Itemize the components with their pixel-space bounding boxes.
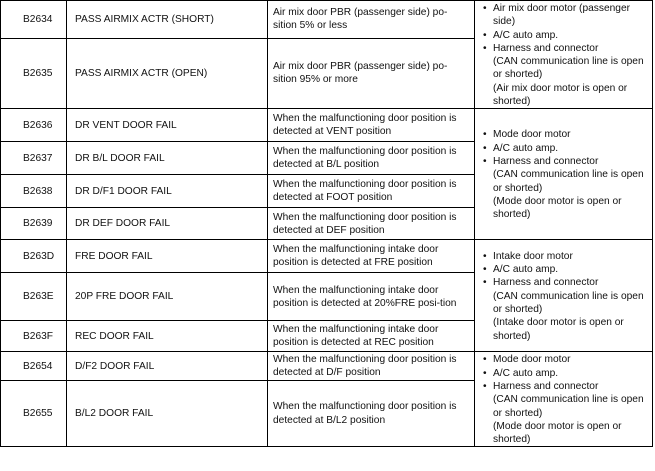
cause-detail: (CAN communication line is open or shorted) — [493, 169, 644, 194]
detection-condition: When the malfunctioning door position is detected at B/L position — [268, 142, 475, 175]
cause-detail: (Mode door motor is open or shorted) — [493, 195, 622, 221]
possible-cause — [475, 109, 653, 240]
cause-item: A/C auto amp. — [493, 142, 559, 154]
detection-condition: When the malfunctioning door position is detected at DEF position — [268, 208, 475, 240]
detection-condition: Air mix door PBR (passenger side) po-sition 5% or less — [268, 1, 475, 39]
bullet-icon: • — [483, 367, 487, 379]
cause-item: A/C auto amp. — [493, 367, 559, 379]
cause-detail: (CAN communication line is open or shorted) — [493, 290, 644, 316]
table-row — [1, 109, 653, 142]
dtc-code: B263D — [1, 240, 67, 273]
bullet-icon: • — [483, 129, 487, 141]
dtc-name: 20P FRE DOOR FAIL — [67, 273, 268, 321]
cause-detail: (Intake door motor is open or shorted) — [493, 317, 624, 342]
cause-item: Harness and connector — [493, 155, 599, 167]
dtc-name: DR B/L DOOR FAIL — [67, 142, 268, 175]
dtc-code: B2635 — [1, 38, 67, 109]
cause-item: Intake door motor — [493, 250, 573, 262]
bullet-icon: • — [483, 277, 487, 289]
dtc-code: B263E — [1, 273, 67, 321]
detection-condition: When the malfunctioning intake door position is detected at REC position — [268, 321, 475, 352]
detection-condition: When the malfunctioning door position is detected at D/F position — [268, 352, 475, 381]
bullet-icon: • — [483, 29, 487, 41]
dtc-code: B2639 — [1, 208, 67, 240]
dtc-code: B2655 — [1, 381, 67, 447]
dtc-name: FRE DOOR FAIL — [67, 240, 268, 273]
detection-condition: When the malfunctioning door position is detected at FOOT position — [268, 175, 475, 208]
dtc-code: B2636 — [1, 109, 67, 142]
bullet-icon: • — [483, 380, 487, 392]
table-row — [1, 240, 653, 273]
cause-item: Harness and connector — [493, 42, 599, 54]
possible-cause — [475, 240, 653, 352]
bullet-icon: • — [483, 250, 487, 262]
bullet-icon: • — [483, 142, 487, 154]
cause-item: Harness and connector — [493, 277, 599, 289]
dtc-name: DR D/F1 DOOR FAIL — [67, 175, 268, 208]
dtc-name: B/L2 DOOR FAIL — [67, 381, 268, 447]
cause-item: Mode door motor — [493, 354, 571, 366]
dtc-name: DR VENT DOOR FAIL — [67, 109, 268, 142]
cause-detail: (Mode door motor is open or shorted) — [493, 420, 622, 446]
dtc-code: B2654 — [1, 352, 67, 381]
cause-detail: (CAN communication line is open or shorted) — [493, 56, 644, 81]
bullet-icon: • — [483, 354, 487, 366]
bullet-icon: • — [483, 155, 487, 167]
detection-condition: When the malfunctioning door position is detected at B/L2 position — [268, 381, 475, 447]
dtc-name: DR DEF DOOR FAIL — [67, 208, 268, 240]
detection-condition: Air mix door PBR (passenger side) po-sition 95% or more — [268, 38, 475, 109]
bullet-icon: • — [483, 42, 487, 54]
table-row — [1, 1, 653, 39]
dtc-name: REC DOOR FAIL — [67, 321, 268, 352]
possible-cause — [475, 1, 653, 109]
detection-condition: When the malfunctioning intake door position is detected at FRE position — [268, 240, 475, 273]
cause-item: Mode door motor — [493, 129, 571, 141]
bullet-icon: • — [483, 264, 487, 276]
cause-item: A/C auto amp. — [493, 264, 559, 276]
possible-cause — [475, 352, 653, 447]
cause-detail: (CAN communication line is open or shorted) — [493, 394, 644, 419]
cause-item: A/C auto amp. — [493, 29, 559, 41]
dtc-code: B2638 — [1, 175, 67, 208]
dtc-name: D/F2 DOOR FAIL — [67, 352, 268, 381]
table-row — [1, 352, 653, 381]
detection-condition: When the malfunctioning intake door position is detected at 20%FRE posi-tion — [268, 273, 475, 321]
dtc-code: B2637 — [1, 142, 67, 175]
dtc-name: PASS AIRMIX ACTR (OPEN) — [67, 38, 268, 109]
cause-item: Harness and connector — [493, 380, 599, 392]
bullet-icon: • — [483, 3, 487, 14]
dtc-code: B2634 — [1, 1, 67, 39]
dtc-name: PASS AIRMIX ACTR (SHORT) — [67, 1, 268, 39]
detection-condition: When the malfunctioning door position is detected at VENT position — [268, 109, 475, 142]
cause-item: Air mix door motor (passenger side) — [493, 3, 631, 28]
dtc-code: B263F — [1, 321, 67, 352]
cause-detail: (Air mix door motor is open or shorted) — [493, 82, 628, 108]
